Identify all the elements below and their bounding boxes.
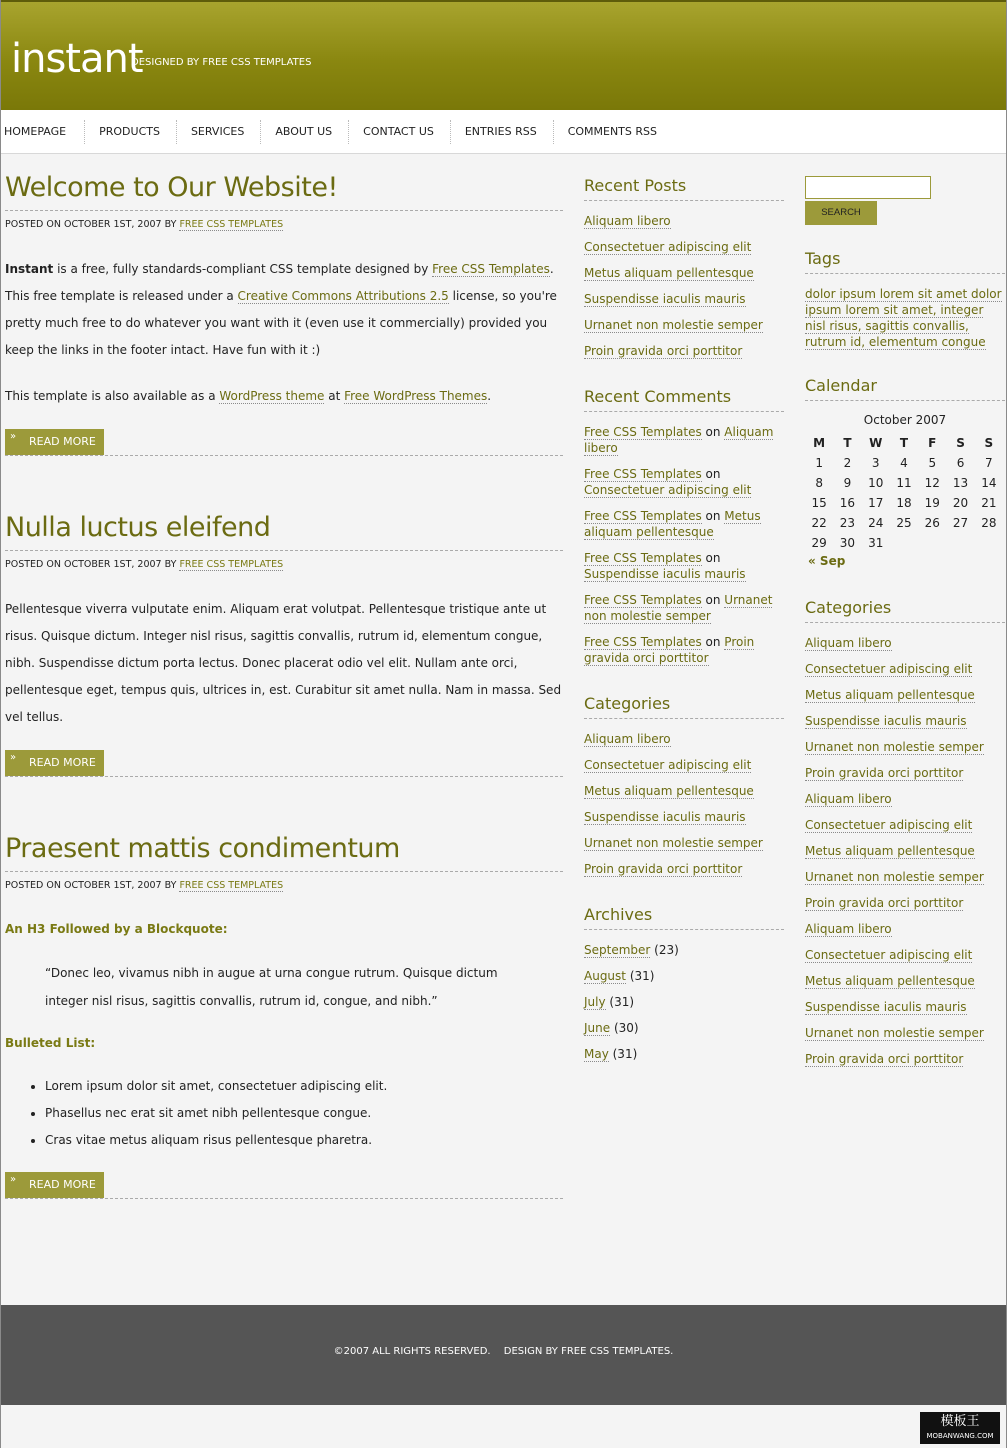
- calendar-day: [946, 533, 974, 553]
- post-meta: [5, 219, 563, 230]
- calendar-day: 15: [811, 496, 827, 510]
- list-item: • Cras vitae metus aliquam risus pellentesque pharetra.: [45, 1127, 563, 1154]
- calendar-day: [890, 533, 918, 553]
- list-item: [584, 343, 784, 359]
- category-link[interactable]: Consectetuer adipiscing elit: [584, 758, 752, 772]
- recent-post-link[interactable]: Aliquam libero: [584, 214, 671, 228]
- text: .: [487, 389, 492, 403]
- bold-text: Instant: [5, 262, 54, 276]
- search-form: [805, 176, 1005, 225]
- post-title-link[interactable]: Praesent mattis condimentum: [5, 833, 400, 864]
- comment-author-link[interactable]: Free CSS Templates: [584, 551, 702, 565]
- text: on: [701, 425, 725, 439]
- blockquote: “Donec leo, vivamus nibh in augue at urna congue rutrum. Quisque dictum integer nisl risus, sagittis convallis, rutrum id, congue, and nibh.”: [45, 966, 498, 1008]
- calendar-day-header: W: [869, 436, 883, 450]
- calendar-day: 13: [952, 476, 969, 490]
- list-item: [584, 265, 784, 281]
- calendar-day: 16: [839, 496, 856, 510]
- category-link[interactable]: Consectetuer adipiscing elit: [805, 818, 973, 832]
- comment-author-link[interactable]: Free CSS Templates: [584, 425, 702, 439]
- calendar-day: 30: [839, 536, 856, 550]
- list-item: [805, 947, 1005, 963]
- post-links: [5, 750, 563, 777]
- text: is a free, fully standards-compliant CSS template designed by: [53, 262, 433, 276]
- comment-author-link[interactable]: Free CSS Templates: [584, 509, 702, 523]
- menu-item-contact-us[interactable]: CONTACT US: [348, 120, 450, 144]
- list-item: [584, 994, 784, 1010]
- category-link[interactable]: Urnanet non molestie semper: [584, 836, 763, 850]
- calendar-day: 1: [815, 456, 823, 470]
- sidebar-right: [805, 176, 1005, 1095]
- list-item: • Lorem ipsum dolor sit amet, consectetuer adipiscing elit.: [45, 1073, 563, 1100]
- list-item: [805, 869, 1005, 885]
- post-subheading: An H3 Followed by a Blockquote:: [5, 922, 228, 936]
- archives-heading: Archives: [584, 905, 784, 930]
- list-item: [584, 550, 784, 582]
- post-meta: [5, 880, 563, 891]
- double-chevron-icon: »: [10, 431, 17, 442]
- category-link[interactable]: Urnanet non molestie semper: [805, 740, 984, 754]
- calendar-day-header: S: [956, 436, 965, 450]
- list-item: [584, 508, 784, 540]
- free-css-templates-link[interactable]: Free CSS Templates: [432, 262, 550, 276]
- calendar-week-row: [805, 513, 1003, 533]
- category-link[interactable]: Consectetuer adipiscing elit: [805, 662, 973, 676]
- archive-link[interactable]: May: [584, 1047, 609, 1061]
- calendar-day: 17: [868, 496, 884, 510]
- search-input[interactable]: [805, 176, 931, 199]
- text: on: [701, 467, 721, 481]
- site-footer: [1, 1305, 1006, 1405]
- list-item: [584, 291, 784, 307]
- menu-item-entries-rss[interactable]: ENTRIES RSS: [450, 120, 553, 144]
- categories-heading: Categories: [584, 694, 784, 719]
- list-item: [805, 661, 1005, 677]
- menu-item-services[interactable]: SERVICES: [176, 120, 260, 144]
- category-link[interactable]: Proin gravida orci porttitor: [805, 896, 964, 910]
- comment-post-link[interactable]: Consectetuer adipiscing elit: [584, 483, 752, 497]
- archive-count: (31): [605, 995, 635, 1009]
- category-link[interactable]: Suspendisse iaculis mauris: [584, 810, 746, 824]
- calendar-day: 11: [896, 476, 912, 490]
- calendar-day: 6: [956, 456, 965, 470]
- text: . This free template is released under a: [5, 262, 554, 303]
- calendar-week-row: [805, 493, 1003, 513]
- calendar-day: 9: [843, 476, 852, 490]
- main-content: [5, 168, 563, 1199]
- list-item: [805, 1051, 1005, 1067]
- post-author-link[interactable]: FREE CSS TEMPLATES: [179, 880, 284, 891]
- text: This template is also available as a: [5, 389, 220, 403]
- double-chevron-icon: »: [10, 1174, 17, 1185]
- list-item: [805, 973, 1005, 989]
- text: at: [324, 389, 345, 403]
- category-link[interactable]: Urnanet non molestie semper: [805, 1026, 984, 1040]
- sidebar-left: [584, 176, 784, 1090]
- footer-design-credit[interactable]: DESIGN BY FREE CSS TEMPLATES.: [503, 1346, 674, 1357]
- watermark-logo: [920, 1412, 1000, 1444]
- calendar-day-header: M: [813, 436, 826, 450]
- list-item: [805, 635, 1005, 651]
- post-entry: [5, 596, 563, 731]
- category-link[interactable]: Proin gravida orci porttitor: [805, 1052, 964, 1066]
- read-more-button[interactable]: [5, 429, 104, 455]
- category-link[interactable]: Aliquam libero: [805, 792, 892, 806]
- free-wordpress-themes-link[interactable]: Free WordPress Themes: [344, 389, 488, 403]
- read-more-button[interactable]: [5, 750, 104, 776]
- post-meta: [5, 559, 563, 570]
- list-item: [805, 739, 1005, 755]
- calendar-day: 4: [900, 456, 908, 470]
- archive-count: (31): [608, 1047, 638, 1061]
- comment-author-link[interactable]: Free CSS Templates: [584, 635, 702, 649]
- post-title-link[interactable]: Welcome to Our Website!: [5, 172, 338, 203]
- post-title: [5, 829, 563, 872]
- post-title-link[interactable]: Nulla luctus eleifend: [5, 512, 271, 543]
- recent-comments-heading: Recent Comments: [584, 387, 784, 412]
- calendar-body: [805, 453, 1003, 553]
- calendar-day: 25: [896, 516, 912, 530]
- menu-item-comments-rss[interactable]: COMMENTS RSS: [553, 120, 673, 144]
- read-more-button[interactable]: [5, 1172, 104, 1198]
- list-item: [805, 713, 1005, 729]
- categories-heading: Categories: [805, 598, 1005, 623]
- post-title: [5, 168, 563, 211]
- list-item: [805, 765, 1005, 781]
- archive-count: (30): [610, 1021, 639, 1035]
- category-link[interactable]: Metus aliquam pellentesque: [805, 688, 975, 702]
- site-logo[interactable]: instant: [11, 36, 143, 82]
- list-item: [805, 817, 1005, 833]
- recent-post-link[interactable]: Proin gravida orci porttitor: [584, 344, 743, 358]
- footer-copyright: ©2007 ALL RIGHTS RESERVED.: [333, 1346, 491, 1357]
- list-item: [805, 843, 1005, 859]
- calendar-day: 19: [924, 496, 940, 510]
- post-meta-text: POSTED ON OCTOBER 1ST, 2007 BY: [5, 559, 177, 570]
- post-paragraph: [5, 383, 563, 410]
- calendar-day: 29: [811, 536, 827, 550]
- post-meta-text: POSTED ON OCTOBER 1ST, 2007 BY: [5, 219, 177, 230]
- post: [5, 508, 563, 777]
- calendar-day: 2: [843, 456, 852, 470]
- list-item: [584, 968, 784, 984]
- calendar-day: 26: [924, 516, 940, 530]
- post-author-link[interactable]: FREE CSS TEMPLATES: [179, 219, 284, 230]
- comment-post-link[interactable]: Metus aliquam pellentesque: [584, 509, 761, 539]
- search-button[interactable]: SEARCH: [805, 201, 877, 225]
- main-menu: [1, 110, 1006, 154]
- archive-link[interactable]: August: [584, 969, 626, 983]
- menu-item-products[interactable]: PRODUCTS: [84, 120, 176, 144]
- calendar-day: 22: [811, 516, 827, 530]
- calendar-day: 23: [839, 516, 856, 530]
- archive-link[interactable]: September: [584, 943, 651, 957]
- category-link[interactable]: Proin gravida orci porttitor: [584, 862, 743, 876]
- watermark-text: MOBANWANG.COM: [926, 1432, 994, 1440]
- calendar-week-row: [805, 533, 1003, 553]
- comment-post-link[interactable]: Urnanet non molestie semper: [584, 593, 773, 623]
- list-item: [584, 317, 784, 333]
- list-item: [584, 239, 784, 255]
- menu-item-about-us[interactable]: ABOUT US: [260, 120, 348, 144]
- calendar-day: 24: [868, 516, 884, 530]
- post-author-link[interactable]: FREE CSS TEMPLATES: [179, 559, 284, 570]
- post-entry: [5, 256, 563, 410]
- categories-list: [584, 731, 784, 877]
- category-link[interactable]: Urnanet non molestie semper: [805, 870, 984, 884]
- calendar-day: [918, 533, 946, 553]
- post-subheading: Bulleted List:: [5, 1036, 96, 1050]
- post-paragraph: Pellentesque viverra vulputate enim. Aliquam erat volutpat. Pellentesque tristique ante ut risus. Quisque dictum. Integer nisl risus, sagittis convallis, rutrum id, elementum congue, nibh. Suspendisse dictum porta lectus. Donec placerat odio vel elit. Nullam ante orci, pellentesque eget, tempus quis, ultrices in, est. Curabitur sit amet nulla. Nam in massa. Sed vel tellus.: [5, 602, 562, 724]
- post-title: [5, 508, 563, 551]
- recent-comments-list: [584, 424, 784, 666]
- list-item: [584, 592, 784, 624]
- calendar-day-header: T: [899, 436, 909, 450]
- list-item: [805, 999, 1005, 1015]
- calendar: [805, 413, 1005, 568]
- double-chevron-icon: »: [10, 752, 17, 763]
- list-item: [584, 783, 784, 799]
- list-item: [584, 634, 784, 666]
- category-link[interactable]: Proin gravida orci porttitor: [805, 766, 964, 780]
- read-more-label: READ MORE: [29, 435, 96, 448]
- list-item: [584, 942, 784, 958]
- recent-post-link[interactable]: Urnanet non molestie semper: [584, 318, 763, 332]
- list-item: [584, 835, 784, 851]
- creative-commons-link[interactable]: Creative Commons Attributions 2.5: [237, 289, 449, 303]
- calendar-day-header: S: [984, 436, 994, 450]
- calendar-day: 3: [871, 456, 880, 470]
- category-link[interactable]: Suspendisse iaculis mauris: [805, 714, 967, 728]
- calendar-caption: October 2007: [863, 413, 947, 427]
- watermark-text: 模板王: [940, 1414, 980, 1429]
- recent-posts-heading: Recent Posts: [584, 176, 784, 201]
- comment-post-link[interactable]: Suspendisse iaculis mauris: [584, 567, 746, 581]
- recent-post-link[interactable]: Metus aliquam pellentesque: [584, 266, 754, 280]
- bulleted-list: [45, 1073, 563, 1154]
- post: [5, 829, 563, 1199]
- text: on: [701, 551, 721, 565]
- post-paragraph: [5, 256, 563, 364]
- tag-cloud[interactable]: [805, 286, 1005, 350]
- calendar-day: 12: [924, 476, 940, 490]
- list-item: [584, 757, 784, 773]
- calendar-day-header: T: [843, 436, 852, 450]
- archive-count: (31): [626, 969, 655, 983]
- archive-link[interactable]: July: [584, 995, 606, 1009]
- category-link[interactable]: Metus aliquam pellentesque: [584, 784, 754, 798]
- category-link[interactable]: Metus aliquam pellentesque: [805, 844, 975, 858]
- post-links: [5, 1172, 563, 1199]
- calendar-prev-month-link[interactable]: « Sep: [808, 554, 846, 568]
- category-link[interactable]: Aliquam libero: [805, 636, 892, 650]
- archive-link[interactable]: June: [584, 1021, 611, 1035]
- calendar-day: 20: [952, 496, 969, 510]
- calendar-week-row: [805, 453, 1003, 473]
- list-item: [805, 687, 1005, 703]
- site-header: [1, 0, 1006, 110]
- text: license, so you're pretty much free to do whatever you want with it (even use it commercially) provided you keep the links in the footer intact. Have fun with it :): [5, 289, 557, 357]
- list-item: [805, 895, 1005, 911]
- tags-heading: Tags: [805, 249, 1005, 274]
- text: on: [701, 593, 725, 607]
- list-item: [584, 809, 784, 825]
- list-item: [805, 921, 1005, 937]
- read-more-label: READ MORE: [29, 756, 96, 769]
- calendar-day-header: F: [928, 436, 937, 450]
- text: on: [701, 635, 725, 649]
- list-item: [805, 791, 1005, 807]
- list-item: [584, 1020, 784, 1036]
- list-item: [584, 424, 784, 456]
- site-tagline: DESIGNED BY FREE CSS TEMPLATES: [131, 57, 312, 68]
- calendar-table: [805, 433, 1003, 553]
- category-link[interactable]: Suspendisse iaculis mauris: [805, 1000, 967, 1014]
- recent-posts-list: [584, 213, 784, 359]
- calendar-day: 5: [928, 456, 937, 470]
- read-more-label: READ MORE: [29, 1178, 96, 1191]
- tags-text[interactable]: dolor ipsum lorem sit amet dolor ipsum lorem sit amet, integer nisl risus, sagittis convallis, rutrum id, elementum congue: [805, 287, 1002, 349]
- calendar-day: 21: [981, 496, 997, 510]
- wordpress-theme-link[interactable]: WordPress theme: [219, 389, 325, 403]
- comment-author-link[interactable]: Free CSS Templates: [584, 593, 702, 607]
- post: [5, 168, 563, 456]
- list-item: [584, 861, 784, 877]
- comment-author-link[interactable]: Free CSS Templates: [584, 467, 702, 481]
- list-item: [584, 466, 784, 498]
- calendar-day: 14: [981, 476, 997, 490]
- calendar-day: 31: [868, 536, 884, 550]
- recent-post-link[interactable]: Consectetuer adipiscing elit: [584, 240, 752, 254]
- comment-post-link[interactable]: Proin gravida orci porttitor: [584, 635, 755, 665]
- calendar-day: 18: [896, 496, 912, 510]
- calendar-day: 10: [868, 476, 884, 490]
- calendar-day: 28: [981, 516, 997, 530]
- calendar-week-row: [805, 473, 1003, 493]
- menu-item-homepage[interactable]: HOMEPAGE: [4, 124, 67, 138]
- post-entry: [5, 916, 563, 1154]
- archives-list: [584, 942, 784, 1062]
- recent-post-link[interactable]: Suspendisse iaculis mauris: [584, 292, 746, 306]
- list-item: [805, 1025, 1005, 1041]
- list-item: • Phasellus nec erat sit amet nibh pellentesque congue.: [45, 1100, 563, 1127]
- text: on: [701, 509, 725, 523]
- list-item: [584, 1046, 784, 1062]
- list-item: [584, 731, 784, 747]
- category-link[interactable]: Consectetuer adipiscing elit: [805, 948, 973, 962]
- comment-post-link[interactable]: Aliquam libero: [584, 425, 774, 455]
- calendar-day: 27: [952, 516, 969, 530]
- calendar-day: [975, 533, 1003, 553]
- category-link[interactable]: Aliquam libero: [584, 732, 671, 746]
- post-links: [5, 429, 563, 456]
- calendar-heading: Calendar: [805, 376, 1005, 401]
- category-link[interactable]: Metus aliquam pellentesque: [805, 974, 975, 988]
- calendar-day: 7: [985, 456, 993, 470]
- categories-list: [805, 635, 1005, 1067]
- calendar-day: 8: [815, 476, 823, 490]
- category-link[interactable]: Aliquam libero: [805, 922, 892, 936]
- archive-count: (23): [650, 943, 679, 957]
- post-meta-text: POSTED ON OCTOBER 1ST, 2007 BY: [5, 880, 177, 891]
- list-item: [584, 213, 784, 229]
